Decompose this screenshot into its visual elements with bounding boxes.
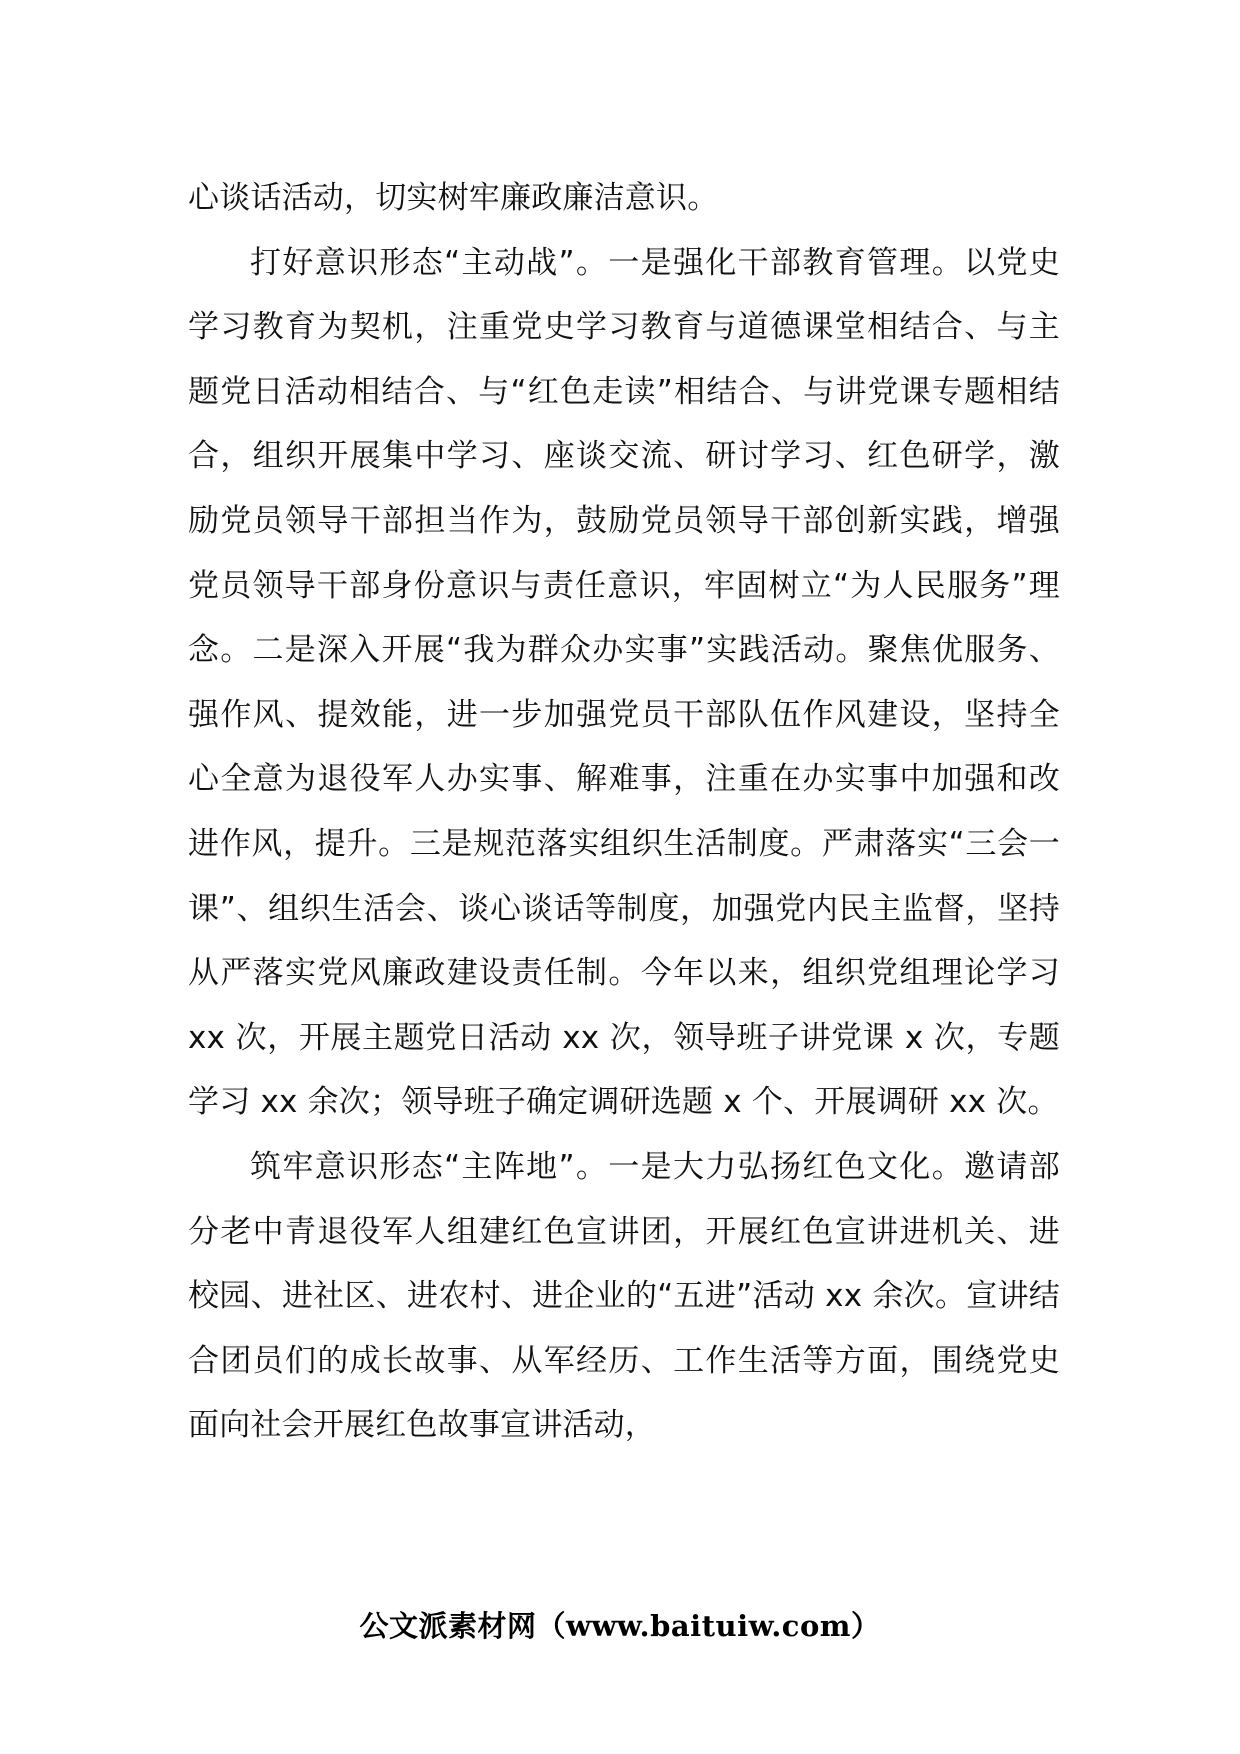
footer-watermark: 公文派素材网（www.baituiw.com） — [359, 1609, 881, 1643]
paragraph-ideology-initiative: 打好意识形态“主动战”。一是强化干部教育管理。以党史学习教育为契机，注重党史学习教育与道德课堂相结合、与主题党日活动相结合、与“红色走读”相结合、与讲党课专题相结合，组织开展集中学习、座谈交流、研讨学习、红色研学，激励党员领导干部担当作为，鼓励党员领导干部创新实践，增强党员领导干部身份意识与责任意识，牢固树立“为人民服务”理念。二是深入开展“我为群众办实事”实践活动。聚焦优服务、强作风、提效能，进一步加强党员干部队伍作风建设，坚持全心全意为退役军人办实事、解难事，注重在办实事中加强和改进作风，提升。三是规范落实组织生活制度。严肃落实“三会一课”、组织生活会、谈心谈话等制度，加强党内民主监督，坚持从严落实党风廉政建设责任制。今年以来，组织党组理论学习 xx 次，开展主题党日活动 xx 次，领导班子讲党课 x 次，专题学习 xx 余次；领导班子确定调研选题 x 个、开展调研 xx 次。 — [188, 244, 1060, 1121]
paragraph-ideology-position: 筑牢意识形态“主阵地”。一是大力弘扬红色文化。邀请部分老中青退役军人组建红色宣讲团，开展红色宣讲进机关、进校园、进社区、进农村、进企业的“五进”活动 xx 余次。宣讲结合团员们的成长故事、从军经历、工作生活等方面，围绕党史面向社会开展红色故事宣讲活动， — [188, 1148, 1060, 1444]
paragraph-continuation: 心谈话活动，切实树牢廉政廉洁意识。 — [188, 180, 719, 216]
document-body — [188, 166, 1060, 1458]
